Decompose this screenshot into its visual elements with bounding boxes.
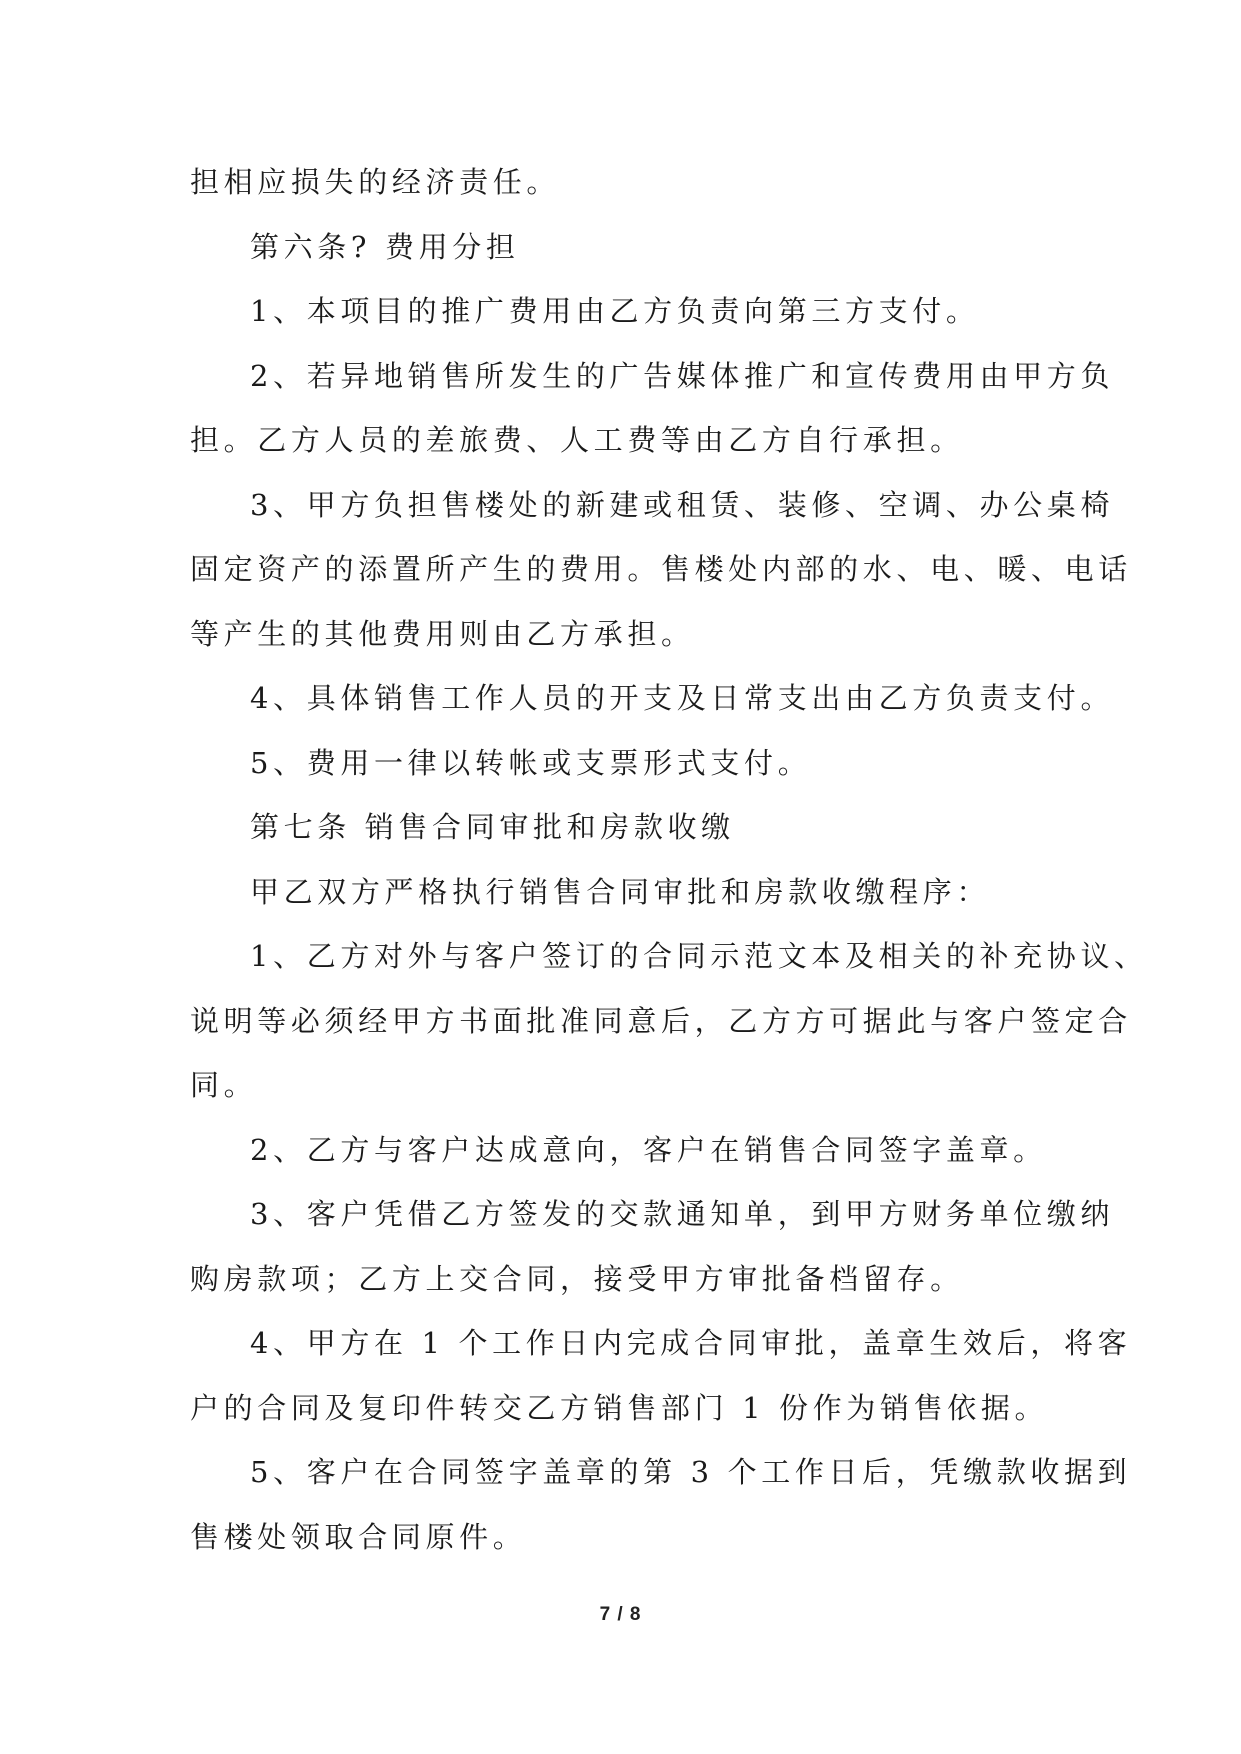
text-line: 1、本项目的推广费用由乙方负责向第三方支付。 — [250, 294, 980, 328]
text-line: 甲乙双方严格执行销售合同审批和房款收缴程序： — [250, 874, 991, 909]
text-line: 4、甲方在 1 个工作日内完成合同审批，盖章生效后，将客 — [250, 1326, 1132, 1360]
text-line: 固定资产的添置所产生的费用。售楼处内部的水、电、暖、电话 — [190, 552, 1132, 586]
article-heading: 第六条? 费用分担 — [250, 229, 520, 264]
text-line: 购房款项；乙方上交合同，接受甲方审批备档留存。 — [190, 1261, 964, 1296]
text-line: 3、甲方负担售楼处的新建或租赁、装修、空调、办公桌椅 — [250, 487, 1115, 522]
text-line: 5、费用一律以转帐或支票形式支付。 — [250, 745, 812, 780]
text-line: 担相应损失的经济责任。 — [190, 165, 561, 199]
text-line: 4、具体销售工作人员的开支及日常支出由乙方负责支付。 — [250, 681, 1115, 715]
text-line: 3、客户凭借乙方签发的交款通知单，到甲方财务单位缴纳 — [250, 1197, 1115, 1231]
text-line: 同。 — [190, 1068, 258, 1102]
article-heading: 第七条 销售合同审批和房款收缴 — [250, 810, 735, 844]
text-line: 户的合同及复印件转交乙方销售部门 1 份作为销售依据。 — [190, 1390, 1049, 1425]
document-body — [190, 150, 1148, 1569]
text-line: 1、乙方对外与客户签订的合同示范文本及相关的补充协议、 — [250, 939, 1148, 973]
text-line: 2、乙方与客户达成意向，客户在销售合同签字盖章。 — [250, 1132, 1047, 1167]
text-line: 说明等必须经甲方书面批准同意后，乙方方可据此与客户签定合 — [190, 1003, 1132, 1038]
text-line: 2、若异地销售所发生的广告媒体推广和宣传费用由甲方负 — [250, 358, 1115, 393]
text-line: 5、客户在合同签字盖章的第 3 个工作日后，凭缴款收据到 — [250, 1455, 1132, 1489]
text-line: 售楼处领取合同原件。 — [190, 1519, 527, 1554]
text-line: 担。乙方人员的差旅费、人工费等由乙方自行承担。 — [190, 423, 964, 457]
page-number: 7 / 8 — [599, 1604, 642, 1625]
text-line: 等产生的其他费用则由乙方承担。 — [190, 616, 695, 651]
